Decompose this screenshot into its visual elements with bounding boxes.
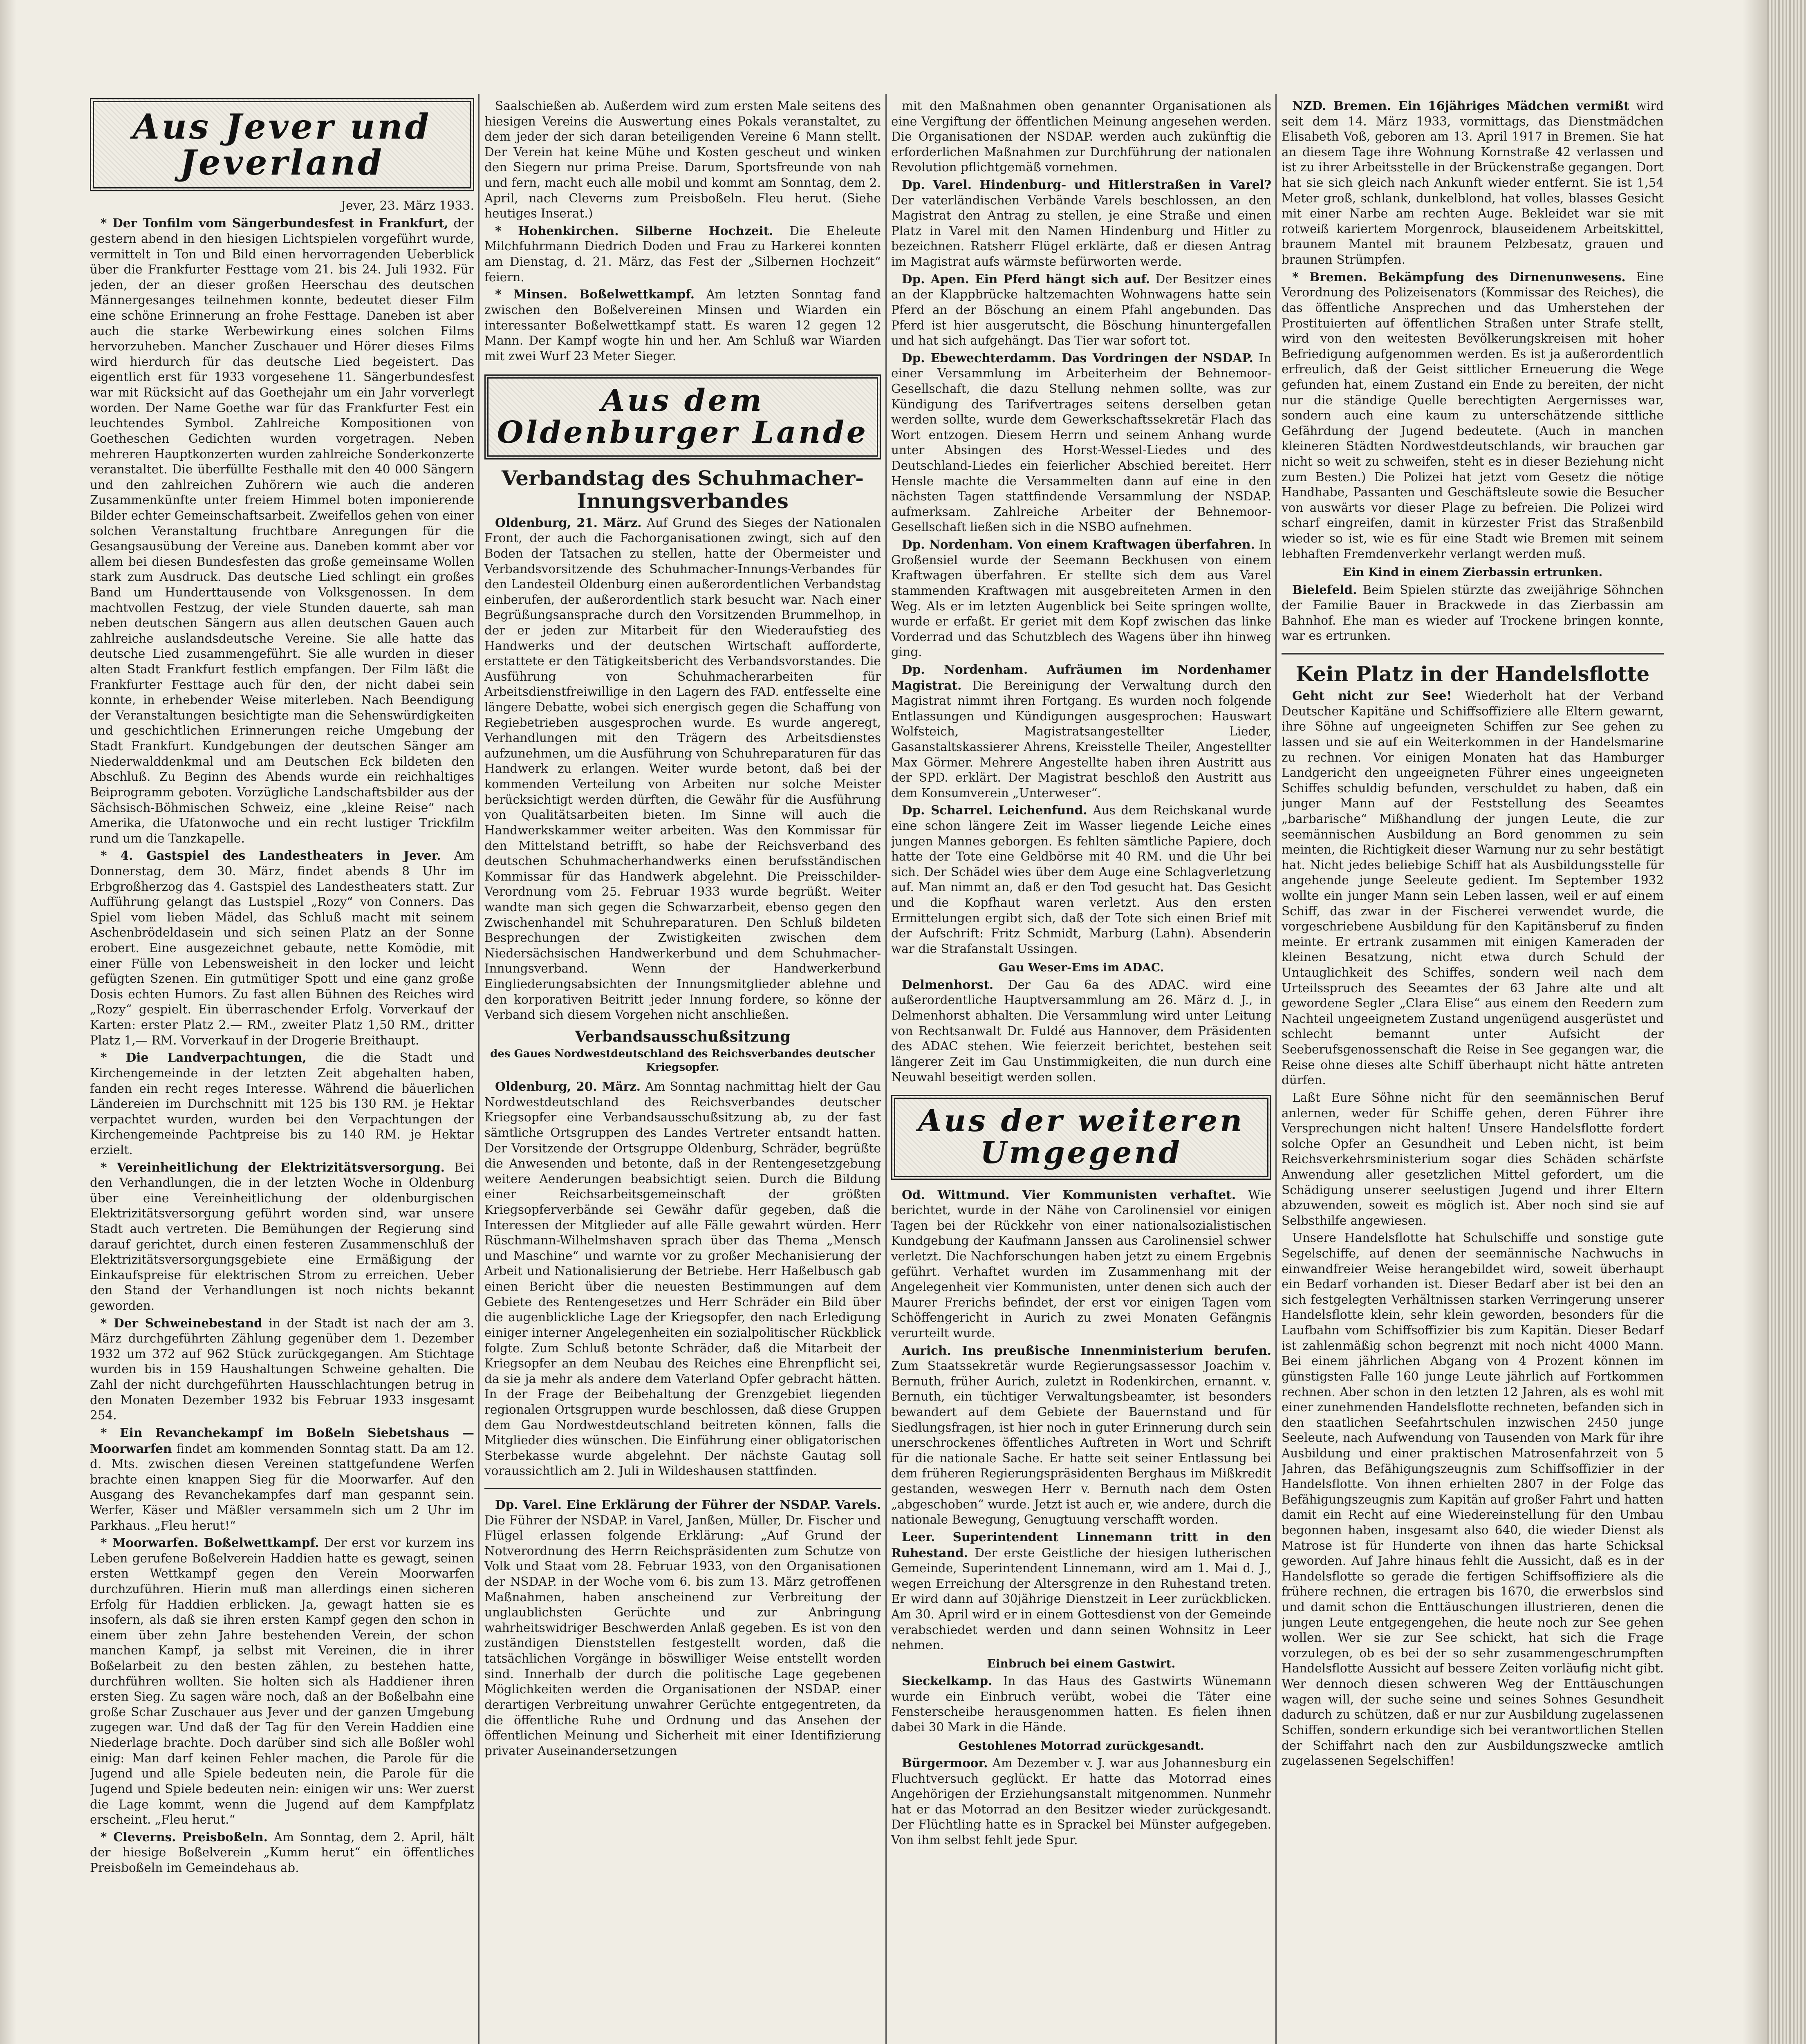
article-paragraph: Dp. Ebewechterdamm. Das Vordringen der NSDAP. In einer Versammlung im Arbeiterheim der Behnemoor-Gesellschaft, die dazu Stellung nehmen sollte, was zur Kündigung des Tarifvertrages seitens derselben getan werden sollte, wurde dem Gewerkschaftssekretär Flach das Wort entzogen. Diesem Herrn und seinem Anhang wurde unter Absingen des Horst-Wessel-Liedes und des Deutschland-Liedes ein feierlicher Abschied bereitet. Herr Hensle machte die Versammelten dann auf eine in den nächsten Tagen stattfindende Versammlung der NSDAP. aufmerksam. Zahlreiche Arbeiter der Behnemoor-Gesellschaft ließen sich in die NSBO aufnehmen.	[891, 350, 1271, 534]
article-heading: Verbandstag des Schuhmacher-Innungsverbandes	[502, 466, 864, 513]
article-paragraph: Dp. Scharrel. Leichenfund. Aus dem Reichskanal wurde eine schon längere Zeit im Wasser liegende Leiche eines jungen Mannes geborgen. Es fehlten sämtliche Papiere, doch hatte der Tote eine Geldbörse mit 40 RM. und die Uhr bei sich. Der Schädel wies über dem Auge eine Schlagverletzung auf. Man nimmt an, daß er den Tod gesucht hat. Das Gesicht und die Kopfhaut waren verletzt. Aus den ersten Ermittelungen ergibt sich, daß der Tote sich einen Brief mit der Aufschrift: Fritz Schmidt, Marburg (Lahn). Absenderin war die Strafanstalt Ussingen.	[891, 803, 1271, 956]
page-binding-shadow	[0, 0, 16, 2044]
article-heading: Kein Platz in der Handelsflotte	[1295, 662, 1650, 686]
column-4	[1282, 98, 1664, 2044]
article-paragraph: * Moorwarfen. Boßelwettkampf. Der erst vor kurzem ins Leben gerufene Boßelverein Haddien hatte es gewagt, seinen ersten Wettkampf gegen den Verein Moorwarfen durchzuführen. Hierin muß man allerdings einen sicheren Erfolg für Haddien erblicken. Ja, gewagt hatten sie es insofern, als daß sie ihren ersten Kampf gegen den schon in einem über zehn Jahre bestehenden Verein, der schon manchen Kampf, ja selbst mit Vereinen, die in ihrer Boßelarbeit zu den besten zählen, zu bestehen hatte, durchführen wollten. Sie holten sich als Haddiener ihren ersten Sieg. Zu sagen wäre noch, daß an der Boßelbahn eine große Schar Zuschauer aus Jever und der ganzen Umgebung zugegen war. Und daß der Tag für den Verein Haddien eine Niederlage brachte. Doch darüber sind sich alle Boßler wohl einig: Man darf keinen Fehler machen, die Parole für die Jugend und alle Spiele bedeuten nein, die Parole für die Jugend und Spiele bedeuten nein: einigen wir uns: Wer zuerst die Lage kommt, wenn die Jugend auf dem Kampfplatz erscheint. „Fleu herut.“	[90, 1535, 474, 1827]
article-paragraph: * 4. Gastspiel des Landestheaters in Jever. Am Donnerstag, dem 30. März, findet abends 8 Uhr im Erbgroßherzog das 4. Gastspiel des Landestheaters statt. Zur Aufführung gelangt das Lustspiel „Rozy“ von Conners. Das Spiel vom lieben Mädel, das Schluß macht mit seinem Aschenbrödeldasein und sich seinen Platz an der Sonne erobert. Eine ausgezeichnet gebaute, nette Komödie, mit einer Fülle von Lebensweisheit in den locker und leicht gefügten Szenen. Ein gutmütiger Spott und eine ganz große Dosis echten Humors. Zu fast allen Bühnen des Reiches wird „Rozy“ gespielt. Ein überraschender Erfolg. Vorverkauf der Karten: erster Platz 2.— RM., zweiter Platz 1,50 RM., dritter Platz 1,— RM. Vorverkauf in der Drogerie Breithaupt.	[90, 848, 474, 1047]
article-paragraph: Dp. Varel. Eine Erklärung der Führer der NSDAP. Varels. Die Führer der NSDAP. in Varel, Janßen, Müller, Dr. Fischer und Flügel erlassen folgende Erklärung: „Auf Grund der Notverordnung des Herrn Reichspräsidenten zum Schutze von Volk und Staat vom 28. Februar 1933, von den Organisationen der NSDAP. in der Woche vom 6. bis zum 13. März getroffenen Maßnahmen, haben anscheinend zur Verbreitung der unglaublichsten Gerüchte und zur Anbringung wahrheitswidriger Beschwerden Anlaß gegeben. Es ist von den zuständigen Dienststellen festgestellt worden, daß die tatsächlichen Vorgänge in böswilliger Weise entstellt worden sind. Innerhalb der durch die politische Lage gegebenen Möglichkeiten werden die Organisationen der NSDAP. einer derartigen Verbreitung unwahrer Gerüchte entgegentreten, da die öffentliche Ruhe und Ordnung und das Ansehen der öffentlichen Meinung und Sicherheit mit einer Identifizierung privater Auseinandersetzungen	[484, 1497, 881, 1758]
column-rule	[1275, 94, 1277, 2044]
article-paragraph: Dp. Varel. Hindenburg- und Hitlerstraßen in Varel? Der vaterländischen Verbände Varels beschlossen, an den Magistrat den Antrag zu stellen, je eine Straße und einen Platz in Varel mit den Namen Hindenburg und Hitler zu bezeichnen. Ratsherr Flügel erklärte, daß er diesen Antrag im Magistrat aufs wärmste befürworten werde.	[891, 177, 1271, 269]
article-paragraph: * Der Tonfilm vom Sängerbundesfest in Frankfurt, der gestern abend in den hiesigen Lichtspielen vorgeführt wurde, vermittelt in Ton und Bild einen hervorragenden Ueberblick über die Frankfurter Festtage vom 21. bis 24. Juli 1932. Für jeden, der an dieser großen Heerschau des deutschen Männergesanges teilnehmen konnte, bedeutet dieser Film eine schöne Erinnerung an frohe Festtage. Daneben ist aber auch die starke Werbewirkung eines solchen Films hervorzuheben. Mancher Zuschauer und Hörer dieses Films wird hierdurch für das deutsche Lied begeistert. Das eigentlich erst für 1933 vorgesehene 11. Sängerbundesfest war mit Rücksicht auf das Goethejahr um ein Jahr vorverlegt worden. Der Name Goethe war für das Frankfurter Fest ein leuchtendes Symbol. Zahlreiche Kompositionen von Goetheschen Gedichten wurden vorgetragen. Neben mehreren Hauptkonzerten wurden zahlreiche Sonderkonzerte veranstaltet. Die überfüllte Festhalle mit den 40 000 Sängern und den zahlreichen Zuhörern wie auch die anderen Zusammenkünfte unter freiem Himmel boten imponierende Bilder echter Gemeinschaftsarbeit. Zweifellos gehen von einer solchen Veranstaltung fruchtbare Anregungen für die Gesangsausübung der Vereine aus. Daneben kommt aber vor allem bei diesen Bundesfesten das große gemeinsame Wollen stark zum Ausdruck. Das deutsche Lied schlingt ein großes Band um Hunderttausende von Volksgenossen. In dem machtvollen Festzug, der viele Stunden dauerte, sah man neben deutschen Sängern aus allen deutschen Gauen auch zahlreiche auslandsdeutsche Vereine. Sie alle hatte das deutsche Lied zusammengeführt. Sie alle wurden in dieser alten Stadt Frankfurt festlich empfangen. Der Film läßt die Frankfurter Festtage auch für den, der nicht dabei sein konnte, in erhebender Weise miterleben. Nach Beendigung der Veranstaltungen besichtigte man die Sehenswürdigkeiten und geschichtlichen Erinnerungen reiche Umgebung der Stadt Frankfurt. Kundgebungen der deutschen Sänger am Niederwalddenkmal und am Deutschen Eck bildeten den Abschluß. Zu Beginn des Abends wurde ein reichhaltiges Beiprogramm geboten. Vorzügliche Landschaftsbilder aus der Sächsisch-Böhmischen Schweiz, eine „kleine Reise“ nach Amerika, die Ufatonwoche und ein recht lustiger Trickfilm rund um die Tanzkapelle.	[90, 216, 474, 845]
article-heading: Einbruch bei einem Gastwirt.	[987, 1656, 1176, 1670]
article-paragraph: Bürgermoor. Am Dezember v. J. war aus Johannesburg ein Fluchtversuch geglückt. Er hatte das Motorrad eines Angehörigen der Erziehungsanstalt mitgenommen. Nunmehr hat er das Motorrad an den Besitzer wieder zurückgesandt. Der Flüchtling hatte es in Sprackel bei Münster aufgegeben. Von ihm selbst fehlt jede Spur.	[891, 1755, 1271, 1847]
article-paragraph: * Cleverns. Preisboßeln. Am Sonntag, dem 2. April, hält der hiesige Boßelverein „Kumm herut“ ein öffentliches Preisboßeln im Gemeindehaus ab.	[90, 1829, 474, 1875]
section-title: Aus dem Oldenburger Lande	[497, 383, 868, 450]
divider	[1282, 653, 1664, 654]
article-paragraph: Dp. Nordenham. Von einem Kraftwagen überfahren. In Großensiel wurde der Seemann Beckhusen von einem Kraftwagen überfahren. Er stellte sich dem aus Varel stammenden Kraftwagen mit ausgebreiteten Armen in den Weg. Als er im letzten Augenblick bei Seite springen wollte, wurde er erfaßt. Er geriet mit dem Kopf zwischen das linke Vorderrad und das Schutzblech des Wagens über ihn hinweg ging.	[891, 537, 1271, 659]
article-paragraph: Delmenhorst. Der Gau 6a des ADAC. wird eine außerordentliche Hauptversammlung am 26. März d. J., in Delmenhorst abhalten. Die Versammlung wird unter Leitung von Rechtsanwalt Dr. Fuldé aus Hannover, dem Präsidenten des ADAC stehen. Wie feierzeit berichtet, bestehen seit längerer Zeit im Gau Unstimmigkeiten, die nun durch eine Neuwahl beseitigt werden sollen.	[891, 977, 1271, 1084]
article-paragraph: mit den Maßnahmen oben genannter Organisationen als eine Vergiftung der öffentlichen Meinung angesehen werden. Die Organisationen der NSDAP. werden auch zukünftig die erforderlichen Maßnahmen zur Durchführung der nationalen Revolution pflichtgemäß vornehmen.	[891, 99, 1271, 175]
article-paragraph: NZD. Bremen. Ein 16jähriges Mädchen vermißt wird seit dem 14. März 1933, vormittags, das Dienstmädchen Elisabeth Voß, geboren am 13. April 1917 in Bremen. Sie hat an diesem Tage ihre Wohnung Kornstraße 42 verlassen und ist zu ihrer Arbeitsstelle in der Brückenstraße gegangen. Dort hat sie sich gleich nach Ankunft wieder entfernt. Sie ist 1,54 Meter groß, schlank, dunkelblond, hat volles, blasses Gesicht mit einer Narbe am rechten Auge. Bekleidet war sie mit rotweiß kariertem Morgenrock, blauseidenem Arbeitskittel, braunem Mantel mit braunem Pelzbesatz, grauen und braunen Strümpfen.	[1282, 99, 1664, 267]
article-paragraph: Leer. Superintendent Linnemann tritt in den Ruhestand. Der erste Geistliche der hiesigen lutherischen Gemeinde, Superintendent Linnemann, wird am 1. Mai d. J., wegen Erreichung der Altersgrenze in den Ruhestand treten. Er wird dann auf 30jährige Dienstzeit in Leer zurückblicken. Am 30. April wird er in einem Gottesdienst von der Gemeinde verabschiedet werden und dann seinen Wohnsitz in Leer nehmen.	[891, 1529, 1271, 1652]
page-stack-edge	[1767, 0, 1806, 2044]
article-paragraph: Oldenburg, 21. März. Auf Grund des Sieges der Nationalen Front, der auch die Fachorganisationen zwingt, sich auf den Boden der Tatsachen zu stellen, hatte der Obermeister und Verbandsvorsitzende des Schuhmacher-Innungs-Verbandes für den Landesteil Oldenburg einen außerordentlichen Verbandstag einberufen, der außerordentlich stark besucht war. Nach einer Begrüßungsansprache durch den Vorsitzenden Brummelhop, in der er jeden zur Mitarbeit für den Wiederaufstieg des Handwerks und der deutschen Wirtschaft aufforderte, erstattete er den Tätigkeitsbericht des Verbandsvorstandes. Die Ausführung von Schuhmacherarbeiten für Arbeitsdienstfreiwillige in den Lagern des FAD. entfesselte eine längere Debatte, wobei sich energisch gegen die Schaffung von Regiebetrieben ausgesprochen wurde. Es wurde angeregt, Verhandlungen mit den Trägern des Arbeitsdienstes aufzunehmen, um die Ausführung von Schuhreparaturen für das Handwerk zu erlangen. Weiter wurde betont, daß bei der kommenden Verteilung von Arbeiten nur solche Meister berücksichtigt werden dürften, die Gewähr für die Ausführung von Qualitätsarbeiten bieten. Im Sinne will auch die Handwerkskammer weiter arbeiten. Was den Kommissar für den Mittelstand betrifft, so habe der Reichsverband des deutschen Schuhmacherhandwerks einen berufsständischen Kommissar für das Handwerk abgelehnt. Die Preisschilder-Verordnung vom 25. Februar 1933 wurde begrüßt. Weiter wandte man sich gegen die Schwarzarbeit, ebenso gegen den Zwischenhandel mit Schuhreparaturen. Den Schluß bildeten Besprechungen der Zwistigkeiten zwischen dem Niedersächsischen Handwerkerbund und dem Schuhmacher-Innungsverband. Wenn der Handwerkerbund Eingliederungsabsichten der Innungsmitglieder ablehne und den korporativen Beitritt jeder Innung fordere, so könne der Verband sich diesem Vorgehen nicht anschließen.	[484, 515, 881, 1022]
article-heading: Ein Kind in einem Zierbassin ertrunken.	[1342, 565, 1603, 579]
section-title-box	[891, 1095, 1271, 1179]
article-heading: Gau Weser-Ems im ADAC.	[998, 960, 1164, 974]
page-edge-shadow	[1743, 0, 1767, 2044]
article-paragraph: * Ein Revanchekampf im Boßeln Siebetshaus — Moorwarfen findet am kommenden Sonntag statt. Da am 12. d. Mts. zwischen diesen Vereinen stattgefundene Werfen brachte einen knappen Sieg für die Moorwarfer. Auf den Ausgang des Revanchekampfes darf man gespannt sein. Werfer, Käser und Mäßler versammeln sich um 2 Uhr im Parkhaus. „Fleu herut!“	[90, 1425, 474, 1533]
section-title-box	[484, 374, 881, 459]
article-paragraph: Dp. Nordenham. Aufräumen im Nordenhamer Magistrat. Die Bereinigung der Verwaltung durch den Magistrat nimmt ihren Fortgang. Es wurden noch folgende Entlassungen und Kündigungen ausgesprochen: Hauswart Wolfsteich, Magistratsangestellter Lieder, Gasanstaltskassierer Ahrens, Kreisstelle Theiler, Angestellter Max Görmer. Mehrere Angestellte haben ihren Austritt aus der SPD. erklärt. Der Magistrat beschloß den Austritt aus dem Konsumverein „Unterweser“.	[891, 662, 1271, 800]
article-paragraph: Oldenburg, 20. März. Am Sonntag nachmittag hielt der Gau Nordwestdeutschland des Reichsverbandes deutscher Kriegsopfer eine Verbandsausschußsitzung ab, zu der fast sämtliche Ortsgruppen des Landes Vertreter entsandt hatten. Der Vorsitzende der Ortsgruppe Oldenburg, Schräder, begrüßte die Anwesenden und betonte, daß in der Rentengesetzgebung weitere Aenderungen beabsichtigt seien. Durch die Bildung einer Reichsarbeitsgemeinschaft der größten Kriegsopferverbände sei Gewähr dafür gegeben, daß die Interessen der Mitglieder auf alle Fälle gewahrt würden. Herr Rüschmann-Wilhelmshaven sprach über das Thema „Mensch und Maschine“ und warnte vor zu großer Mechanisierung der Arbeit und Nationalisierung der Betriebe. Herr Haßelbusch gab einen Bericht über die neuesten Bestimmungen auf dem Gebiete des Rentengesetzes und Herr Schräder ein Bild über die augenblickliche Lage der Kriegsopfer, den nach Erledigung einiger interner Angelegenheiten ein sozialpolitischer Rückblick folgte. Zum Schluß betonte Schräder, daß die Mitarbeit der Kriegsopfer an dem Neubau des Reiches eine Ehrenpflicht sei, da sie ja mehr als andere dem Vaterland Opfer gebracht hätten. In der Frage der Beibehaltung der Grenzgebiet liegenden regionalen Ortsgruppen wurde beschlossen, daß diese Gruppen dem Gau Nordwestdeutschland beitreten können, falls die Mitglieder dies wünschen. Die Einführung einer obligatorischen Sterbekasse wurde abgelehnt. Der nächste Gautag soll voraussichtlich am 2. Juli in Wildeshausen stattfinden.	[484, 1079, 881, 1478]
article-heading: Verbandsausschußsitzung	[575, 1028, 791, 1045]
article-subheading: des Gaues Nordwestdeutschland des Reichsverbandes deutscher Kriegsopfer.	[490, 1048, 875, 1074]
article-paragraph: * Die Landverpachtungen, die die Stadt und Kirchengemeinde in der letzten Zeit abgehalten haben, fanden ein recht reges Interesse. Während die bäuerlichen Ländereien im Durchschnitt mit 125 bis 130 RM. je Hektar verpachtet wurden, wurden bei den Verpachtungen der Kirchengemeinde Pachtpreise bis zu 140 RM. je Hektar erzielt.	[90, 1050, 474, 1157]
article-paragraph: Saalschießen ab. Außerdem wird zum ersten Male seitens des hiesigen Vereins die Auswertung eines Pokals veranstaltet, zu dem jeder der sich daran beteiligenden Vereine 6 Mann stellt. Der Verein hat keine Mühe und Kosten gescheut und winken den Siegern nur prima Preise. Darum, Sportsfreunde von nah und fern, macht euch alle mobil und kommt am Sonntag, dem 2. April, nach Cleverns zum Preisboßeln. Fleu herut. (Siehe heutiges Inserat.)	[484, 99, 881, 221]
article-paragraph: * Vereinheitlichung der Elektrizitätsversorgung. Bei den Verhandlungen, die in der letzten Woche in Oldenburg über eine Vereinheitlichung der oldenburgischen Elektrizitätsversorgung geführt worden sind, war unsere Stadt auch vertreten. Die Bemühungen der Regierung sind darauf gerichtet, durch einen festeren Zusammenschluß der Elektrizitätsversorgungsgebiete eine Ermäßigung der Einkaufspreise für elektrischen Strom zu erreichen. Ueber den Stand der Verhandlungen ist noch nichts bekannt geworden.	[90, 1160, 474, 1313]
article-paragraph: Bielefeld. Beim Spielen stürzte das zweijährige Söhnchen der Familie Bauer in Brackwede in das Zierbassin am Bahnhof. Ehe man es wieder auf Trockene bringen konnte, war es ertrunken.	[1282, 582, 1664, 643]
article-paragraph: Sieckelkamp. In das Haus des Gastwirts Wünemann wurde ein Einbruch verübt, wobei die Täter eine Fensterscheibe herausgenommen hatten. Es fielen ihnen dabei 30 Mark in die Hände.	[891, 1674, 1271, 1734]
column-2	[484, 98, 881, 2044]
article-paragraph: Dp. Apen. Ein Pferd hängt sich auf. Der Besitzer eines an der Klappbrücke haltzemachten Wohnwagens hatte sein Pferd an der Böschung an einem Pfahl angebunden. Das Pferd ist hier ausgerutscht, die Böschung hinuntergefallen und hat sich aufgehängt. Das Tier war sofort tot.	[891, 271, 1271, 348]
article-list	[90, 215, 474, 1876]
section-title: Aus Jever und Jeverland	[132, 106, 432, 183]
article-heading: Gestohlenes Motorrad zurückgesandt.	[958, 1739, 1204, 1753]
column-rule	[478, 94, 480, 2044]
article-paragraph: * Hohenkirchen. Silberne Hochzeit. Die Eheleute Milchfuhrmann Diedrich Doden und Frau zu Harkerei konnten am Dienstag, d. 21. März, das Fest der „Silbernen Hochzeit“ feiern.	[484, 223, 881, 284]
section-title: Aus der weiteren Umgegend	[918, 1103, 1245, 1170]
divider	[484, 1488, 881, 1489]
dateline: Jever, 23. März 1933.	[341, 199, 474, 213]
article-paragraph: * Bremen. Bekämpfung des Dirnenunwesens. Eine Verordnung des Polizeisenators (Kommissar des Reiches), die das öffentliche Ansprechen und das Umherstehen der Prostituierten auf öffentlichen Straßen unter Strafe stellt, wird von den weitesten Bevölkerungskreisen mit hoher Befriedigung aufgenommen werden. Es ist ja außerordentlich erfreulich, daß der Geist sittlicher Erneuerung die Wege gefunden hat, einem Zustand ein Ende zu bereiten, der nicht nur die ständige Quelle berechtigten Aergernisses war, sondern auch eine kaum zu unterschätzende sittliche Gefährdung der Jugend bedeutete. (Auch in manchen kleineren Städten Nordwestdeutschlands, wir brauchen gar nicht so weit zu schweifen, steht es in dieser Beziehung nicht zum Besten.) Die Polizei hat jetzt vom Gesetz die nötige Handhabe, Passanten und Geschäftsleute sowie die Besucher von auswärts vor dieser Plage zu befreien. Die Polizei wird scharf eingreifen, damit in kürzester Frist das Straßenbild wieder so ist, wie es für eine Stadt wie Bremen mit seinem lebhaften Fremdenverkehr verlangt werden muß.	[1282, 269, 1664, 561]
article-paragraph: Laßt Eure Söhne nicht für den seemännischen Beruf anlernen, weder für Schiffe gehen, deren Führer ihre Versprechungen nicht halten! Unsere Handelsflotte fordert solche Opfer an Gesundheit und Leben nicht, ist beim Reichsverkehrsministerium sogar dies Schäden schärfste Anwendung aller gesetzlichen Mittel gefordert, um die Schädigung unserer seelustigen Jugend und ihrer Eltern abzuwenden, soweit es möglich ist. Aber noch sind sie auf Selbsthilfe angewiesen.	[1282, 1090, 1664, 1228]
article-paragraph: Unsere Handelsflotte hat Schulschiffe und sonstige gute Segelschiffe, auf denen der seemännische Nachwuchs in einwandfreier Weise herangebildet wird, soweit überhaupt ein Bedarf vorhanden ist. Dieser Bedarf aber ist bei den an sich festgelegten Verhältnissen starken Verringerung unserer Handelsflotte klein, sehr klein geworden, besonders für die Laufbahn vom Schiffsoffizier bis zum Kapitän. Dieser Bedarf ist zahlenmäßig schon begrenzt mit noch nicht 4000 Mann. Bei einem jährlichen Abgang von 4 Prozent können im günstigsten Falle 160 junge Leute jährlich auf Fortkommen rechnen. Aber schon in den letzten 12 Jahren, als es wohl mit einer zunehmenden Handelsflotte rechneten, befanden sich in den staatlichen Seefahrtschulen inzwischen 2450 junge Seeleute, nach Aufwendung von Tausenden von Mark für ihre Ausbildung und einer praktischen Matrosenfahrzeit von 5 Jahren, das Befähigungszeugnis zum Schiffsoffizier in der Handelsflotte. Von ihnen erhielten 2807 in der Folge das Befähigungszeugnis zum Kapitän auf großer Fahrt und hatten damit ein Recht auf eine Wiedereinstellung für den Umbau begonnen haben, insgesamt also 640, die wieder Dienst als Matrose ist für Hunderte von ihnen das harte Schicksal geworden. Auf Jahre hinaus fehlt die Aussicht, daß es in der Handelsflotte so gerade die fertigen Schiffsoffiziere als die frühere rechnen, die ertragen bis 1670, die erwerbslos sind und damit schon die Enttäuschungen illustrieren, denen die jungen Leute entgegengehen, die heute noch zur See gehen wollen. Wer sie zur See schickt, hat sich die Frage vorzulegen, ob es bei der so sehr zusammengeschrumpften Handelsflotte Aussicht auf bessere Zeiten vorläufig nicht gibt. Wer dennoch diesen schweren Weg der Enttäuschungen wagen will, der suche seine und seines Sohnes Gesundheit dadurch zu schützen, daß er nur zur Ausbildung zugelassenen Schiffen, sondern erkundige sich bei verantwortlichen Stellen der Schiffahrt nach den zur Ausbildungszwecke amtlich zugelassenen Segelschiffen!	[1282, 1231, 1664, 1768]
article-paragraph: * Der Schweinebestand in der Stadt ist nach der am 3. März durchgeführten Zählung gegenüber dem 1. Dezember 1932 um 372 auf 962 Stück zurückgegangen. Am Stichtage wurden bis in 159 Haushaltungen Schweine gehalten. Die Zahl der nicht durchgeführten Hausschlachtungen betrug in den Monaten Dezember 1932 bis Februar 1933 insgesamt 254.	[90, 1316, 474, 1423]
article-paragraph: * Minsen. Boßelwettkampf. Am letzten Sonntag fand zwischen den Boßelvereinen Minsen und Wiarden ein interessanter Boßelwettkampf statt. Es waren 12 gegen 12 Mann. Der Kampf wogte hin und her. Am Schluß war Wiarden mit zwei Wurf 23 Meter Sieger.	[484, 287, 881, 363]
article-paragraph: Aurich. Ins preußische Innenministerium berufen. Zum Staatssekretär wurde Regierungsassessor Joachim v. Bernuth, früher Aurich, zuletzt in Rodenkirchen, ernannt. v. Bernuth, ein tüchtiger Verwaltungsbeamter, ist besonders bewandert auf dem Gebiete der Bauernstand und für Siedlungsfragen, ist hier noch in guter Erinnerung durch sein unerschrockenes öffentliches Auftreten in Wort und Schrift für die nationale Sache. Er hatte seit seiner Entlassung bei dem früheren Regierungspräsidenten Berghaus im Mißkredit gestanden, weswegen Herr v. Bernuth nach dem Osten „abgeschoben“ wurde. Jetzt ist auch er, wie andere, durch die nationale Bewegung, Genugtuung verschafft worden.	[891, 1343, 1271, 1527]
section-title-box	[90, 98, 474, 191]
article-paragraph: Geht nicht zur See! Wiederholt hat der Verband Deutscher Kapitäne und Schiffsoffiziere alle Eltern gewarnt, ihre Söhne auf ungeeigneten Schiffen zur See gehen zu lassen und sie auf ein Weiterkommen in der Handelsmarine zu rechnen. Vor einigen Monaten hat das Hamburger Landgericht den ungeeigneten Führer eines ungeeigneten Schiffes schuldig befunden, verschuldet zu haben, daß ein junger Mann auf der Feststellung des Seeamtes „barbarische“ Mißhandlung der jungen Leute, die zur seemännischen Ausbildung an Bord genommen zu sein meinten, die Richtigkeit dieser Warnung nur zu sehr bestätigt hat. Nicht jedes beliebige Schiff hat als Ausbildungsstelle für angehende junge Seeleute gedient. Im September 1932 wollte ein junger Mann sein Leben lassen, weil er auf einem Schiff, das zwar in der Fischerei verwendet wurde, die vorgeschriebene Ausbildung für den Kapitänsberuf zu finden meinte. Er ertrank zusammen mit einigen Kameraden der kleinen Besatzung, nicht etwa durch Schuld der Untauglichkeit des Schiffes, sondern weil nach dem Urteilsspruch des Seeamtes der 63 Jahre alte und alt gewordene Segler „Clara Elise“ aus einem den Reedern zum Nachteil ungeeignetem Zustand ungenügend ausgerüstet und schlecht bemannt unter Aufsicht der Seeberufsgenossenschaft die Reise in See gegangen war, die Reise ohne dieses alte Schiff überhaupt nicht hätte antreten dürfen.	[1282, 688, 1664, 1087]
column-3	[891, 98, 1271, 2044]
column-1	[90, 98, 474, 2044]
column-rule	[885, 94, 887, 2044]
article-paragraph: Od. Wittmund. Vier Kommunisten verhaftet. Wie berichtet, wurde in der Nähe von Carolinensiel vor einigen Tagen bei der Rückkehr von einer nationalsozialistischen Kundgebung der Kaufmann Janssen aus Carolinensiel schwer verletzt. Die Nachforschungen haben jetzt zu einem Ergebnis geführt. Verhaftet wurden im Zusammenhang mit der Angelegenheit vier Kommunisten, unter denen sich auch der Maurer Frerichs befindet, der erst vor einigen Tagen vom Schöffengericht in Aurich zu zwei Monaten Gefängnis verurteilt wurde.	[891, 1187, 1271, 1340]
